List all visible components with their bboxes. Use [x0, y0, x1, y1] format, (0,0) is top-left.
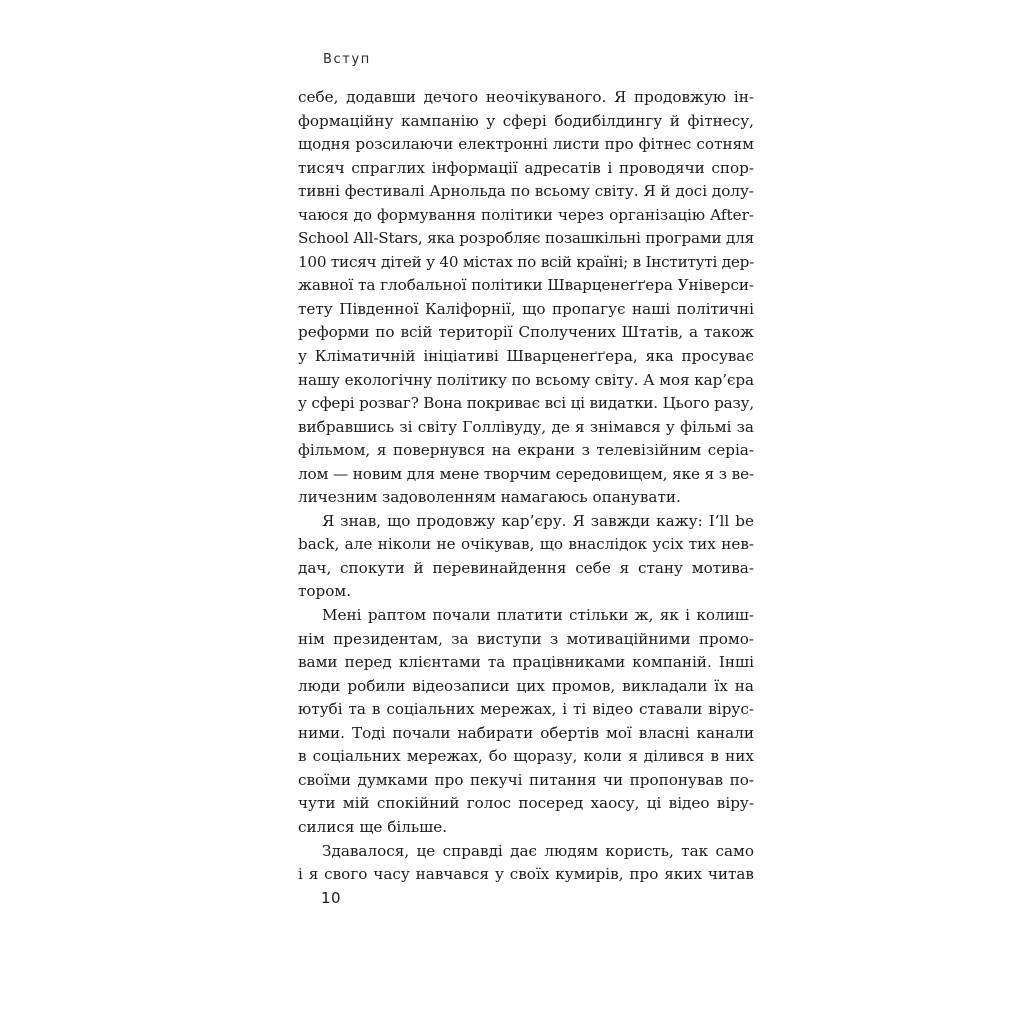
text-line: своїми думками про пекучі питання чи пропонував по-	[298, 770, 754, 789]
text-line: ними. Тоді почали набирати обертів мої власні канали	[298, 723, 754, 742]
text-line: дач, спокути й перевинайдення себе я стану мотива-	[298, 558, 754, 577]
text-line: силися ще більше.	[298, 817, 448, 836]
text-line: у сфері розваг? Вона покриває всі ці видатки. Цього разу,	[298, 394, 754, 413]
text-line: ютубі та в соціальних мережах, і ті відео ставали вірус-	[298, 700, 754, 719]
text-line: себе, додавши дечого неочікуваного. Я продовжую ін-	[298, 88, 754, 106]
text-line: Здавалося, це справді дає людям користь, так само	[322, 841, 754, 860]
text-line: жавної та глобальної політики Шварценеґґера Універси-	[298, 276, 754, 295]
text-line: тисяч спраглих інформації адресатів і проводячи спор-	[298, 158, 754, 177]
text-line: і я свого часу навчався у своїх кумирів, про яких читав	[298, 865, 754, 884]
text-line: School All-Stars, яка розробляє позашкільні програми для	[298, 229, 754, 248]
text-line: лом — новим для мене творчим середовищем, яке я з ве-	[298, 464, 754, 483]
page-number: 10	[321, 889, 342, 907]
paragraph	[298, 86, 754, 510]
text-line: формаційну кампанію у сфері бодибілдингу й фітнесу,	[298, 111, 754, 130]
running-head: Вступ	[323, 52, 371, 67]
text-line: нім президентам, за виступи з мотиваційними промо-	[298, 629, 754, 648]
text-line: чути мій спокійний голос посеред хаосу, ці відео віру-	[298, 794, 754, 813]
text-line: фільмом, я повернувся на екрани з телевізійним серіа-	[298, 441, 754, 460]
text-line: back, але ніколи не очікував, що внаслідок усіх тих нев-	[298, 535, 754, 554]
text-line: тету Південної Каліфорнії, що пропагує наші політичні	[298, 299, 754, 318]
text-line: личезним задоволенням намагаюсь опанувати.	[298, 488, 681, 507]
body-text	[298, 86, 754, 887]
text-line: тивні фестивалі Арнольда по всьому світу. Я й досі долу-	[298, 182, 754, 201]
text-line: у Кліматичній ініціативі Шварценеґґера, яка просуває	[298, 347, 754, 366]
text-line: чаюся до формування політики через організацію After-	[298, 205, 754, 224]
text-line: в соціальних мережах, бо щоразу, коли я ділився в них	[298, 747, 754, 766]
text-line: вами перед клієнтами та працівниками компаній. Інші	[298, 653, 754, 672]
text-line: 100 тисяч дітей у 40 містах по всій країні; в Інституті дер-	[298, 252, 754, 271]
text-line: Мені раптом почали платити стільки ж, як і колиш-	[322, 606, 754, 625]
paragraph	[298, 840, 754, 887]
text-line: тором.	[298, 582, 352, 601]
text-line: люди робили відеозаписи цих промов, викладали їх на	[298, 676, 754, 695]
text-line: Я знав, що продовжу кар’єру. Я завжди кажу: I’ll be	[322, 511, 754, 530]
text-line: реформи по всій території Сполучених Штатів, а також	[298, 323, 754, 342]
text-line: щодня розсилаючи електронні листи про фітнес сотням	[298, 135, 754, 154]
text-line: вибравшись зі світу Голлівуду, де я знімався у фільмі за	[298, 417, 754, 436]
paragraph	[298, 604, 754, 839]
text-line: нашу екологічну політику по всьому світу. А моя кар’єра	[298, 370, 754, 389]
paragraph	[298, 510, 754, 604]
